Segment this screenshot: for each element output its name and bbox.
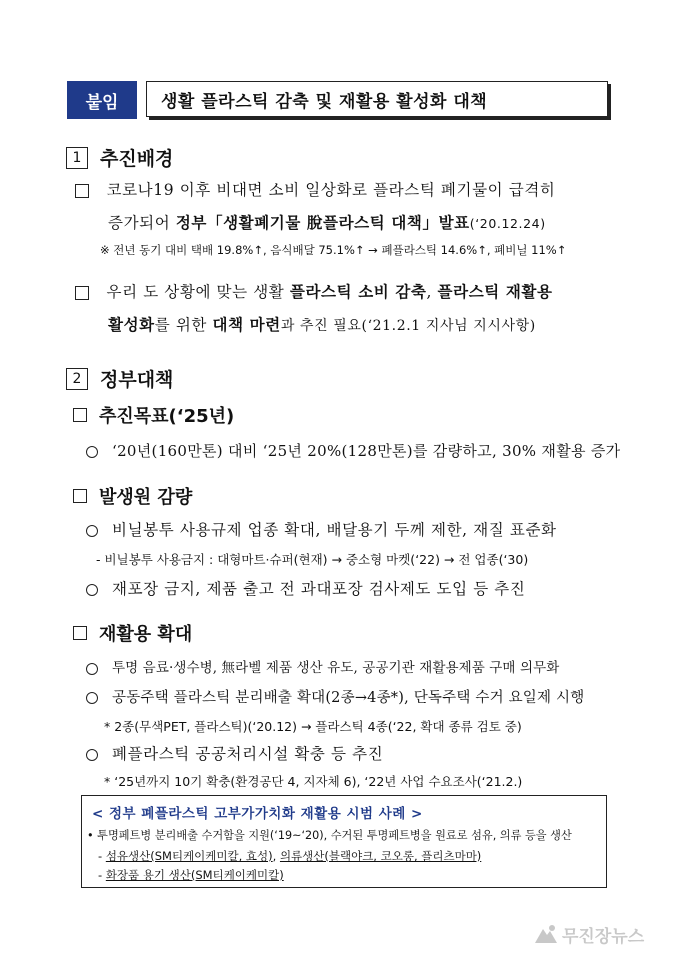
item-text: 투명 음료·생수병, 無라벨 제품 생산 유도, 공공기관 재활용제품 구매 의무화 [112, 660, 560, 676]
subsection-title: 추진목표(‘25년) [99, 406, 235, 427]
bullet-text: 증가되어 [108, 214, 176, 232]
document-title [146, 81, 608, 117]
circle-bullet-icon [86, 525, 98, 537]
bullet-background-2 [75, 280, 553, 302]
subsection-recycling [73, 620, 192, 646]
recycling-item-1 [86, 656, 559, 676]
square-bullet-icon [75, 184, 89, 198]
section-title: 추진배경 [100, 148, 174, 170]
subsection-reduction [73, 483, 192, 509]
circle-bullet-icon [86, 749, 98, 761]
bullet-text: 우리 도 상황에 맞는 생활 [106, 283, 290, 301]
circle-bullet-icon [86, 663, 98, 675]
subsection-title: 발생원 감량 [99, 487, 193, 508]
pilot-case-apparel: 의류생산(블랙야크, 코오롱, 플리츠마마) [279, 849, 482, 863]
section-1-heading [66, 144, 173, 171]
reduction-item-1 [86, 518, 557, 540]
recycling-item-2 [86, 686, 584, 707]
subsection-title: 재활용 확대 [99, 624, 193, 645]
attachment-tag [67, 81, 137, 119]
square-bullet-icon [75, 286, 89, 300]
section-2-heading [66, 365, 173, 392]
bullet-date: (‘20.12.24) [469, 216, 546, 231]
pilot-case-title: < 정부 폐플라스틱 고부가가치화 재활용 시범 사례 > [92, 806, 423, 822]
item-text: 비닐봉투 사용규제 업종 확대, 배달용기 두께 제한, 재질 표준화 [112, 521, 557, 539]
square-bullet-icon [73, 489, 87, 503]
recycling-item-3 [86, 742, 383, 764]
bullet-text: 과 추진 필요(‘21.2.1 지사님 지시사항) [280, 318, 536, 334]
bullet-background-1-line2 [108, 211, 546, 233]
bullet-text-bold: 플라스틱 소비 감축 [289, 282, 427, 301]
pilot-case-cosmetics: 화장품 용기 생산(SM티케이케미칼) [105, 868, 284, 882]
section-title: 정부대책 [100, 369, 174, 391]
circle-bullet-icon [86, 584, 98, 596]
background-note: ※ 전년 동기 대비 택배 19.8%↑, 음식배달 75.1%↑ → 폐플라스틱 14.6%↑, 폐비닐 11%↑ [100, 243, 567, 257]
bullet-background-1 [75, 178, 555, 200]
section-number-box: 2 [66, 368, 88, 390]
section-number-box: 1 [66, 147, 88, 169]
comma: , [272, 849, 280, 863]
bullet-text-bold: 정부「생활폐기물 脫플라스틱 대책」발표 [175, 213, 470, 232]
item-text: ‘20년(160만톤) 대비 ‘25년 20%(128만톤)를 감량하고, 30% 재활용 증가 [112, 442, 621, 460]
pilot-case-fiber: 섬유생산(SM티케이케미칼, 효성) [105, 849, 273, 863]
mountain-logo-icon [534, 923, 558, 945]
bullet-text-bold: 대책 마련 [212, 315, 281, 334]
pilot-case-box [81, 795, 607, 888]
subsection-goal [73, 402, 234, 428]
recycling-note-2: * ‘25년까지 10기 확충(환경공단 4, 지자체 6), ‘22년 사업 수요조사(‘21.2.) [104, 774, 523, 789]
attachment-tag-label: 붙임 [85, 92, 119, 113]
reduction-dash-note: - 비닐봉투 사용금지 : 대형마트·슈퍼(현재) → 중소형 마켓(‘22) → 전 업종(‘30) [96, 552, 529, 567]
document-title-text: 생활 플라스틱 감축 및 재활용 활성화 대책 [161, 91, 488, 112]
bullet-background-2-line2 [108, 313, 536, 335]
item-text: 공동주택 플라스틱 분리배출 확대(2종→4종*), 단독주택 수거 요일제 시행 [112, 690, 585, 706]
recycling-note-1: * 2종(무색PET, 플라스틱)(‘20.12) → 플라스틱 4종(‘22, 확대 종류 검토 중) [104, 719, 522, 734]
circle-bullet-icon [86, 692, 98, 704]
item-text: 재포장 금지, 제품 출고 전 과대포장 검사제도 도입 등 추진 [112, 580, 526, 598]
news-watermark [534, 920, 644, 948]
pilot-case-bullet: • 투명페트병 분리배출 수거함을 지원(‘19~‘20), 수거된 투명페트병을 원료로 섬유, 의류 등을 생산 [87, 829, 572, 842]
dash: - [98, 849, 106, 863]
reduction-item-2 [86, 577, 525, 599]
bullet-line: 코로나19 이후 비대면 소비 일상화로 플라스틱 폐기물이 급격히 [106, 181, 556, 199]
square-bullet-icon [73, 626, 87, 640]
bullet-text: , [426, 283, 438, 301]
square-bullet-icon [73, 408, 87, 422]
bullet-text-bold: 플라스틱 재활용 [437, 282, 553, 301]
bullet-text: 를 위한 [154, 316, 213, 334]
pilot-case-line2 [98, 848, 481, 864]
pilot-case-line3 [98, 867, 284, 883]
circle-bullet-icon [86, 446, 98, 458]
watermark-text: 무진장뉴스 [562, 926, 645, 947]
bullet-text-bold: 활성화 [108, 315, 155, 334]
item-text: 폐플라스틱 공공처리시설 확충 등 추진 [112, 745, 384, 763]
dash: - [98, 868, 106, 882]
goal-item [86, 440, 620, 461]
